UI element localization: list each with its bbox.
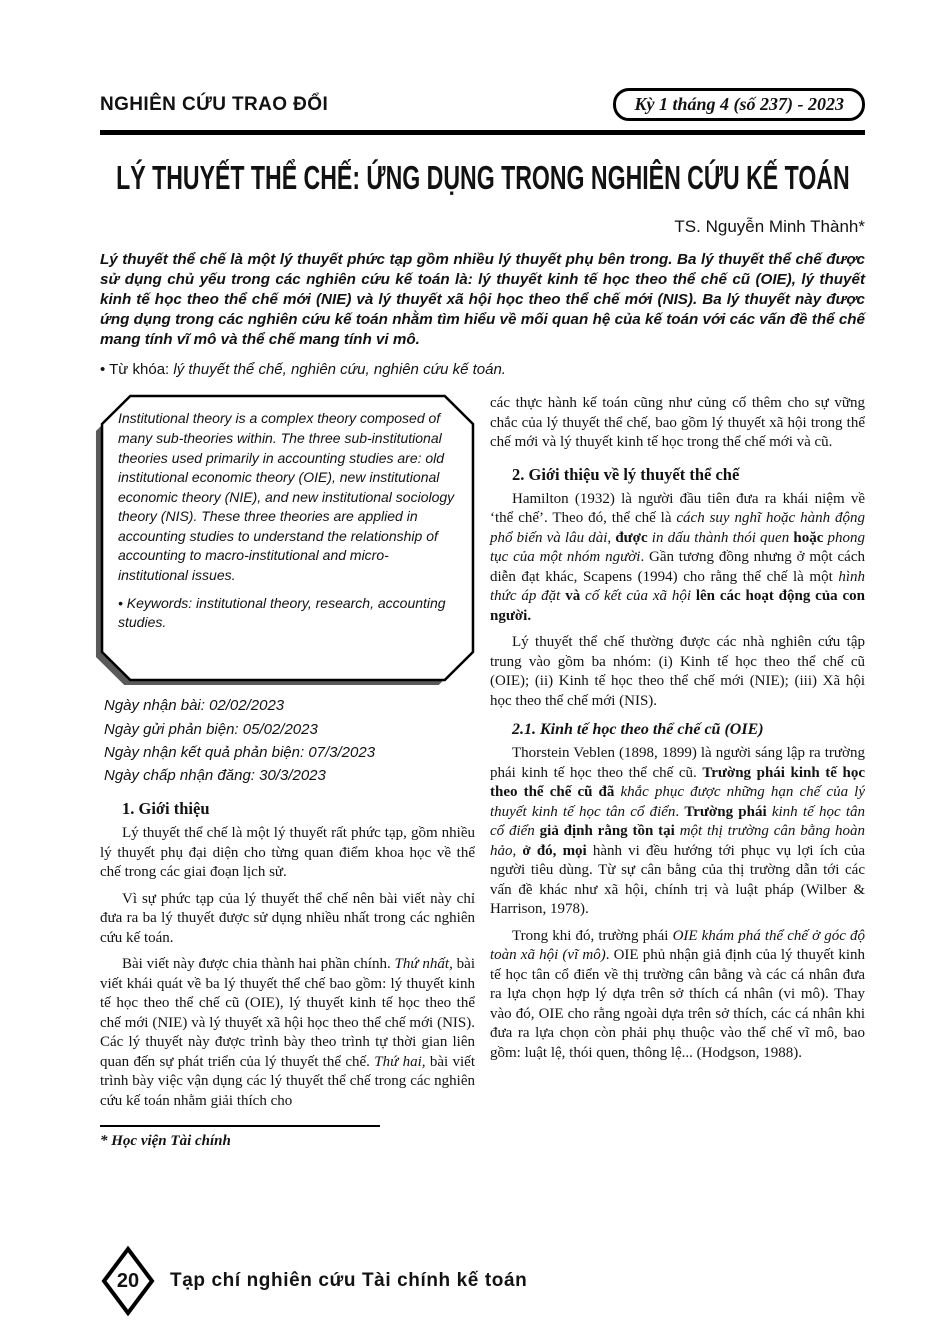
paragraph: Lý thuyết thể chế thường được các nhà nghiên cứu tập trung vào gồm ba nhóm: (i) Kinh tế học theo thể chế cũ (OIE); (ii) Kinh tế học theo thể chế mới (NIE); (iii) Xã hội học theo thể chế mới (NIS). (490, 634, 865, 709)
page-number: 20 (116, 1269, 140, 1292)
lead-abstract: Lý thuyết thể chế là một lý thuyết phức tạp gồm nhiều lý thuyết phụ bên trong. Ba lý thuyết thể chế được sử dụng chủ yếu trong các nghiên cứu kế toán là: lý thuyết kinh tế học theo thể chế cũ (OIE), lý thuyết kinh tế học theo thể chế mới (NIE) và lý thuyết xã hội học theo thể chế mới (NIS). Ba lý thuyết này được ứng dụng trong các nghiên cứu kế toán nhằm tìm hiểu về mối quan hệ của kế toán với các vấn đề thể chế mang tính vĩ mô và thể chế mang tính vi mô. (100, 251, 865, 349)
date-sent-to-review: Ngày gửi phản biện: 05/02/2023 (104, 720, 318, 738)
paragraph: Lý thuyết thể chế là một lý thuyết rất phức tạp, gồm nhiều lý thuyết phụ đại diện cho từng quan điểm khoa học về thể chế trong các giai đoạn lịch sử. (100, 825, 475, 881)
paragraph: Bài viết này được chia thành hai phần chính. Thứ nhất, bài viết khái quát về ba lý thuyết thể chế bao gồm: lý thuyết kinh tế học theo thể chế cũ (OIE), lý thuyết kinh tế học theo thể chế mới (NIE) và lý thuyết xã hội học theo thể chế mới (NIS). Các lý thuyết này được trình bày theo trình tự thời gian liên quan đến sự phát triển của lý thuyết thể chế. Thứ hai, bài viết trình bày việc vận dụng các lý thuyết thể chế trong các nghiên cứu kế toán nhằm giải thích cho (100, 956, 475, 1109)
keywords-label: • Từ khóa: (100, 361, 174, 379)
paragraph: Thorstein Veblen (1898, 1899) là người sáng lập ra trường phái kinh tế học theo thể chế cũ. Trường phái kinh tế học theo thể chế cũ đã khắc phục được những hạn chế của lý thuyết kinh tế học tân cổ điển. Trường phái kinh tế học tân cổ điển giả định rằng tồn tại một thị trường cân bằng hoàn hảo, ở đó, mọi hành vi đều hướng tới phục vụ lợi ích của người tiêu dùng. Từ sự cân bằng của thị trường dẫn tới các vấn đề khác như xã hội, chính trị và luật pháp (Wilber & Harrison, 1978). (490, 745, 866, 918)
paragraph-continuation: các thực hành kế toán cũng như củng cố thêm cho sự vững chắc của lý thuyết thể chế, bao gồm lý thuyết xã hội trong thể chế mới và lý thuyết kinh tế học trong thể chế mới và cũ. (490, 395, 865, 451)
keywords-line (100, 361, 865, 378)
section-2-heading: 2. Giới thiệu về lý thuyết thể chế (512, 464, 740, 484)
page-footer (100, 1246, 527, 1316)
paragraph: Vì sự phức tạp của lý thuyết thể chế nên bài viết này chỉ đưa ra ba lý thuyết được sử dụng nhiều nhất trong các nghiên cứu kế toán. (100, 890, 475, 946)
page-number-badge (100, 1246, 156, 1316)
footnote-text: * Học viện Tài chính (100, 1133, 231, 1150)
submission-dates (104, 694, 475, 787)
article-title-text: LÝ THUYẾT THỂ CHẾ: ỨNG DỤNG TRONG NGHIÊN CỨU KẾ TOÁN (115, 159, 850, 196)
issue-badge: Kỳ 1 tháng 4 (số 237) - 2023 (613, 88, 865, 121)
footnote-rule (100, 1125, 380, 1127)
english-keywords-value: institutional theory, research, accounting studies. (118, 594, 446, 631)
page-header (100, 88, 865, 121)
english-keywords-line (118, 594, 457, 633)
date-review-result: Ngày nhận kết quả phản biện: 07/3/2023 (104, 743, 376, 761)
header-rule (100, 130, 865, 135)
english-abstract-box (100, 394, 475, 684)
section-1-heading: 1. Giới thiệu (122, 799, 210, 819)
paragraph: Trong khi đó, trường phái OIE khám phá thể chế ở góc độ toàn xã hội (vĩ mô). OIE phủ nhận giả định của lý thuyết kinh tế học tân cổ điển về thị trường cân bằng và các cá nhân đưa ra lựa chọn hợp lý dựa trên sở thích cá nhân (vi mô). Thay vào đó, OIE cho rằng ngoài dựa trên sở thích, các cá nhân khi đưa ra lựa chọn còn phải phụ thuộc vào thể chế vĩ mô, bao gồm: luật lệ, thói quen, thông lệ... (Hodgson, 1988). (490, 927, 865, 1061)
date-received: Ngày nhận bài: 02/02/2023 (104, 697, 285, 715)
left-column (100, 394, 475, 1150)
article-title (100, 159, 865, 197)
date-accepted: Ngày chấp nhận đăng: 30/3/2023 (104, 767, 326, 785)
english-keywords-label: • Keywords: (118, 594, 197, 611)
paragraph: Hamilton (1932) là người đầu tiên đưa ra khái niệm về ‘thể chế’. Theo đó, thể chế là cách suy nghĩ hoặc hành động phổ biến và lâu dài, được in dấu thành thói quen hoặc phong tục của một nhóm người. Gần tương đồng nhưng ở một cách diễn đạt khác, Scapens (1994) cho rằng thể chế là một hình thức áp đặt và cố kết của xã hội lên các hoạt động của con người. (490, 490, 866, 624)
journal-section-label: NGHIÊN CỨU TRAO ĐỔI (100, 93, 329, 115)
english-abstract-text: Institutional theory is a complex theory composed of many sub-theories within. The three sub-institutional theories used primarily in accounting studies are: old institutional economic theory (OIE), new institutional economic theory (NIE), and new institutional sociology theory (NIS). These three theories are applied in accounting studies to understand the relationship of accounting to macro-institutional and micro-institutional issues. (118, 410, 455, 584)
journal-name: Tạp chí nghiên cứu Tài chính kế toán (170, 1270, 528, 1291)
section-2-1-heading: 2.1. Kinh tế học theo thể chế cũ (OIE) (512, 721, 764, 739)
right-column (490, 394, 865, 1150)
footnote-block (100, 1125, 475, 1150)
english-abstract-content (118, 409, 457, 669)
keywords-value: lý thuyết thể chế, nghiên cứu, nghiên cứu kế toán. (173, 361, 506, 379)
author-byline: TS. Nguyễn Minh Thành* (674, 217, 865, 236)
two-column-body (100, 394, 865, 1150)
